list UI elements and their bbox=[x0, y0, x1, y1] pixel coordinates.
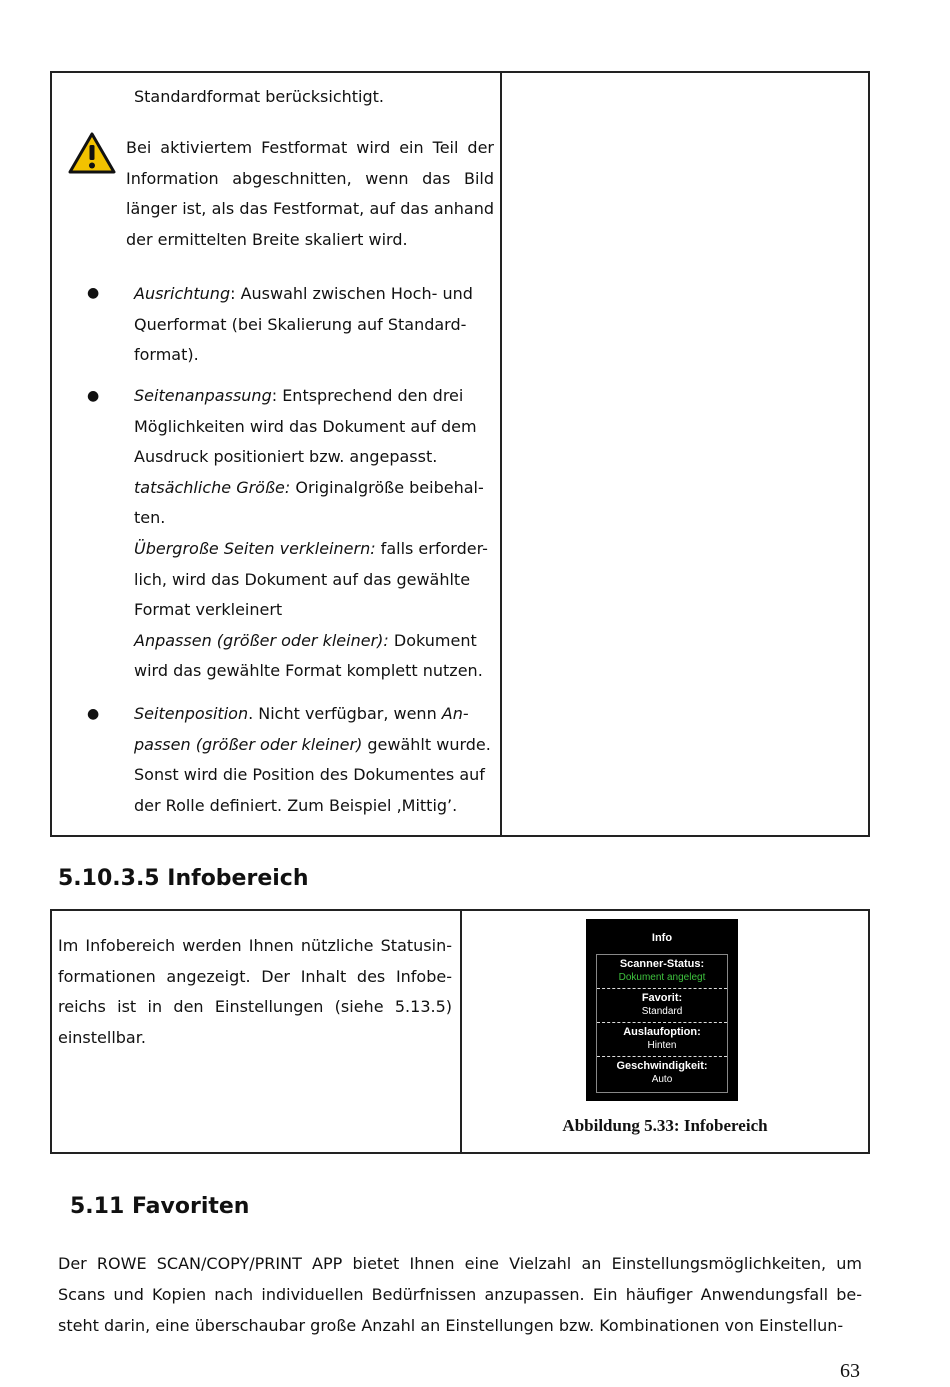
table-cell-left bbox=[52, 911, 462, 1152]
info-row-favorit bbox=[597, 989, 727, 1023]
figure-caption: Abbildung 5.33: Infobereich bbox=[562, 1116, 768, 1135]
item-label: Ausrichtung bbox=[134, 284, 231, 303]
paragraph-standardformat: Standardformat berücksichtigt. bbox=[134, 87, 384, 106]
info-screen-title: Info bbox=[651, 932, 673, 944]
content-table-infobereich bbox=[50, 909, 870, 1154]
info-value: Standard bbox=[641, 1006, 683, 1017]
info-screen-figure bbox=[586, 919, 738, 1101]
sub-text-groesse: Originalgröße beibehal-ten. bbox=[134, 477, 484, 528]
sub-text-anpassen: Dokument wird das gewählte Format komplett nutzen. bbox=[134, 630, 483, 681]
info-label: Favorit: bbox=[641, 992, 683, 1004]
favoriten-paragraph: Der ROWE SCAN/COPY/PRINT APP bietet Ihnen eine Vielzahl an Einstellungsmöglichkeiten, um Scans und Kopien nach individuellen Bedürfnissen anzupassen. Ein häufiger Anwendungsfall be-steht darin, eine überschaubar große Anzahl an Einstellungen bzw. Kombinationen von Einstellun- bbox=[58, 1254, 862, 1335]
item-text: . Nicht verfügbar, wenn bbox=[248, 704, 442, 723]
item-tail: gewählt wurde. Sonst wird die Position des Dokumentes auf der Rolle definiert. Zum Beispiel ‚Mittig’. bbox=[134, 734, 491, 815]
table-cell-right bbox=[502, 73, 868, 835]
warning-icon bbox=[68, 131, 116, 175]
section-heading-favoriten: 5.11 Favoriten bbox=[70, 1194, 250, 1219]
item-label: Seitenanpassung bbox=[134, 386, 272, 405]
content-table-top bbox=[50, 71, 870, 837]
info-label: Auslaufoption: bbox=[623, 1026, 701, 1038]
item-italic: An-passen (größer oder kleiner) bbox=[134, 704, 469, 754]
sub-label-verkleinern: Übergroße Seiten verkleinern: bbox=[134, 538, 376, 558]
list-item-seitenanpassung bbox=[134, 381, 496, 687]
info-value-status: Dokument angelegt bbox=[618, 972, 706, 983]
bullet-dot: ● bbox=[87, 388, 100, 404]
table-cell-right bbox=[462, 911, 868, 1152]
sub-label-anpassen: Anpassen (größer oder kleiner): bbox=[134, 630, 389, 650]
sub-text-verkleinern: falls erforder-lich, wird das Dokument auf das gewählte Format verkleinert bbox=[134, 538, 488, 620]
list-item-ausrichtung bbox=[134, 279, 496, 371]
item-label: Seitenposition bbox=[134, 704, 249, 723]
info-row-geschwindigkeit bbox=[597, 1057, 727, 1091]
info-label: Scanner-Status: bbox=[619, 958, 705, 970]
info-panel bbox=[596, 954, 728, 1093]
page-number: 63 bbox=[840, 1360, 860, 1382]
list-item-seitenposition bbox=[134, 699, 496, 821]
infobereich-description: Im Infobereich werden Ihnen nützliche Statusin-formationen angezeigt. Der Inhalt des Infobe-reichs ist in den Einstellungen (siehe 5.13.5) einstellbar. bbox=[58, 936, 452, 1047]
info-value: Auto bbox=[651, 1074, 673, 1085]
info-value: Hinten bbox=[647, 1040, 677, 1051]
info-label: Geschwindigkeit: bbox=[616, 1060, 708, 1072]
bullet-dot: ● bbox=[87, 706, 100, 722]
warning-text: Bei aktiviertem Festformat wird ein Teil der Information abgeschnitten, wenn das Bild länger ist, als das Festformat, auf das anhand der ermittelten Breite skaliert wird. bbox=[126, 138, 494, 249]
table-cell-left bbox=[52, 73, 502, 835]
item-text: : Auswahl zwischen Hoch- und Querformat (bei Skalierung auf Standard-format). bbox=[134, 284, 473, 365]
section-heading-infobereich: 5.10.3.5 Infobereich bbox=[58, 866, 309, 891]
bullet-dot: ● bbox=[87, 285, 100, 301]
info-row-auslaufoption bbox=[597, 1023, 727, 1057]
sub-label-groesse: tatsächliche Größe: bbox=[134, 477, 291, 497]
item-text: : Entsprechend den drei Möglichkeiten wird das Dokument auf dem Ausdruck positioniert bzw. angepasst. bbox=[134, 386, 477, 467]
info-row-scanner-status bbox=[597, 955, 727, 989]
